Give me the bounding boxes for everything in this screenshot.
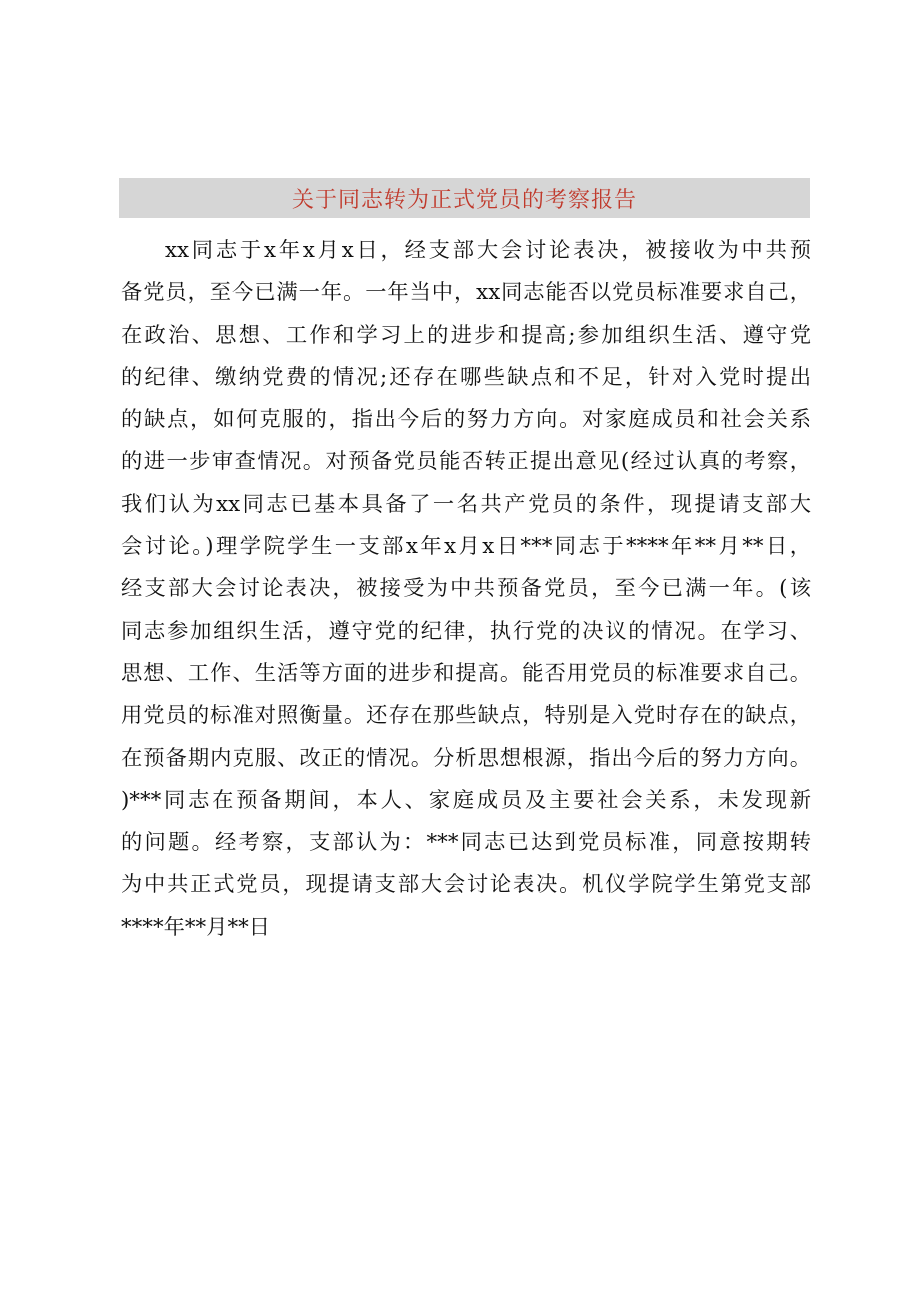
body-line: 我们认为xx同志已基本具备了一名共产党员的条件，现提请支部大 (121, 491, 811, 517)
body-line: )***同志在预备期间，本人、家庭成员及主要社会关系，未发现新 (121, 787, 811, 813)
document-title: 关于同志转为正式党员的考察报告 (291, 187, 637, 213)
body-line: 备党员，至今已满一年。一年当中，xx同志能否以党员标准要求自己， (121, 280, 811, 306)
body-line: 在政治、思想、工作和学习上的进步和提高;参加组织生活、遵守党 (121, 322, 811, 348)
body-line: 的缺点，如何克服的，指出今后的努力方向。对家庭成员和社会关系 (121, 407, 811, 433)
body-line: 在预备期内克服、改正的情况。分析思想根源，指出今后的努力方向。 (121, 745, 811, 771)
body-line: 的纪律、缴纳党费的情况;还存在哪些缺点和不足，针对入党时提出 (121, 364, 811, 390)
body-line: ****年**月**日 (121, 914, 271, 940)
body-line: 同志参加组织生活，遵守党的纪律，执行党的决议的情况。在学习、 (121, 618, 811, 644)
body-line: 的进一步审查情况。对预备党员能否转正提出意见(经过认真的考察， (121, 449, 811, 475)
body-line: 经支部大会讨论表决，被接受为中共预备党员，至今已满一年。(该 (121, 576, 811, 602)
body-line: 用党员的标准对照衡量。还存在那些缺点，特别是入党时存在的缺点， (121, 703, 811, 729)
body-line: 的问题。经考察，支部认为：***同志已达到党员标准，同意按期转 (121, 830, 811, 856)
body-line: xx同志于x年x月x日，经支部大会讨论表决，被接收为中共预 (165, 238, 811, 263)
title-bar (119, 178, 810, 218)
body-line: 会讨论。)理学院学生一支部x年x月x日***同志于****年**月**日， (121, 534, 811, 560)
document-body (121, 230, 811, 949)
body-line: 为中共正式党员，现提请支部大会讨论表决。机仪学院学生第党支部 (121, 872, 811, 898)
body-line: 思想、工作、生活等方面的进步和提高。能否用党员的标准要求自己。 (121, 660, 811, 686)
